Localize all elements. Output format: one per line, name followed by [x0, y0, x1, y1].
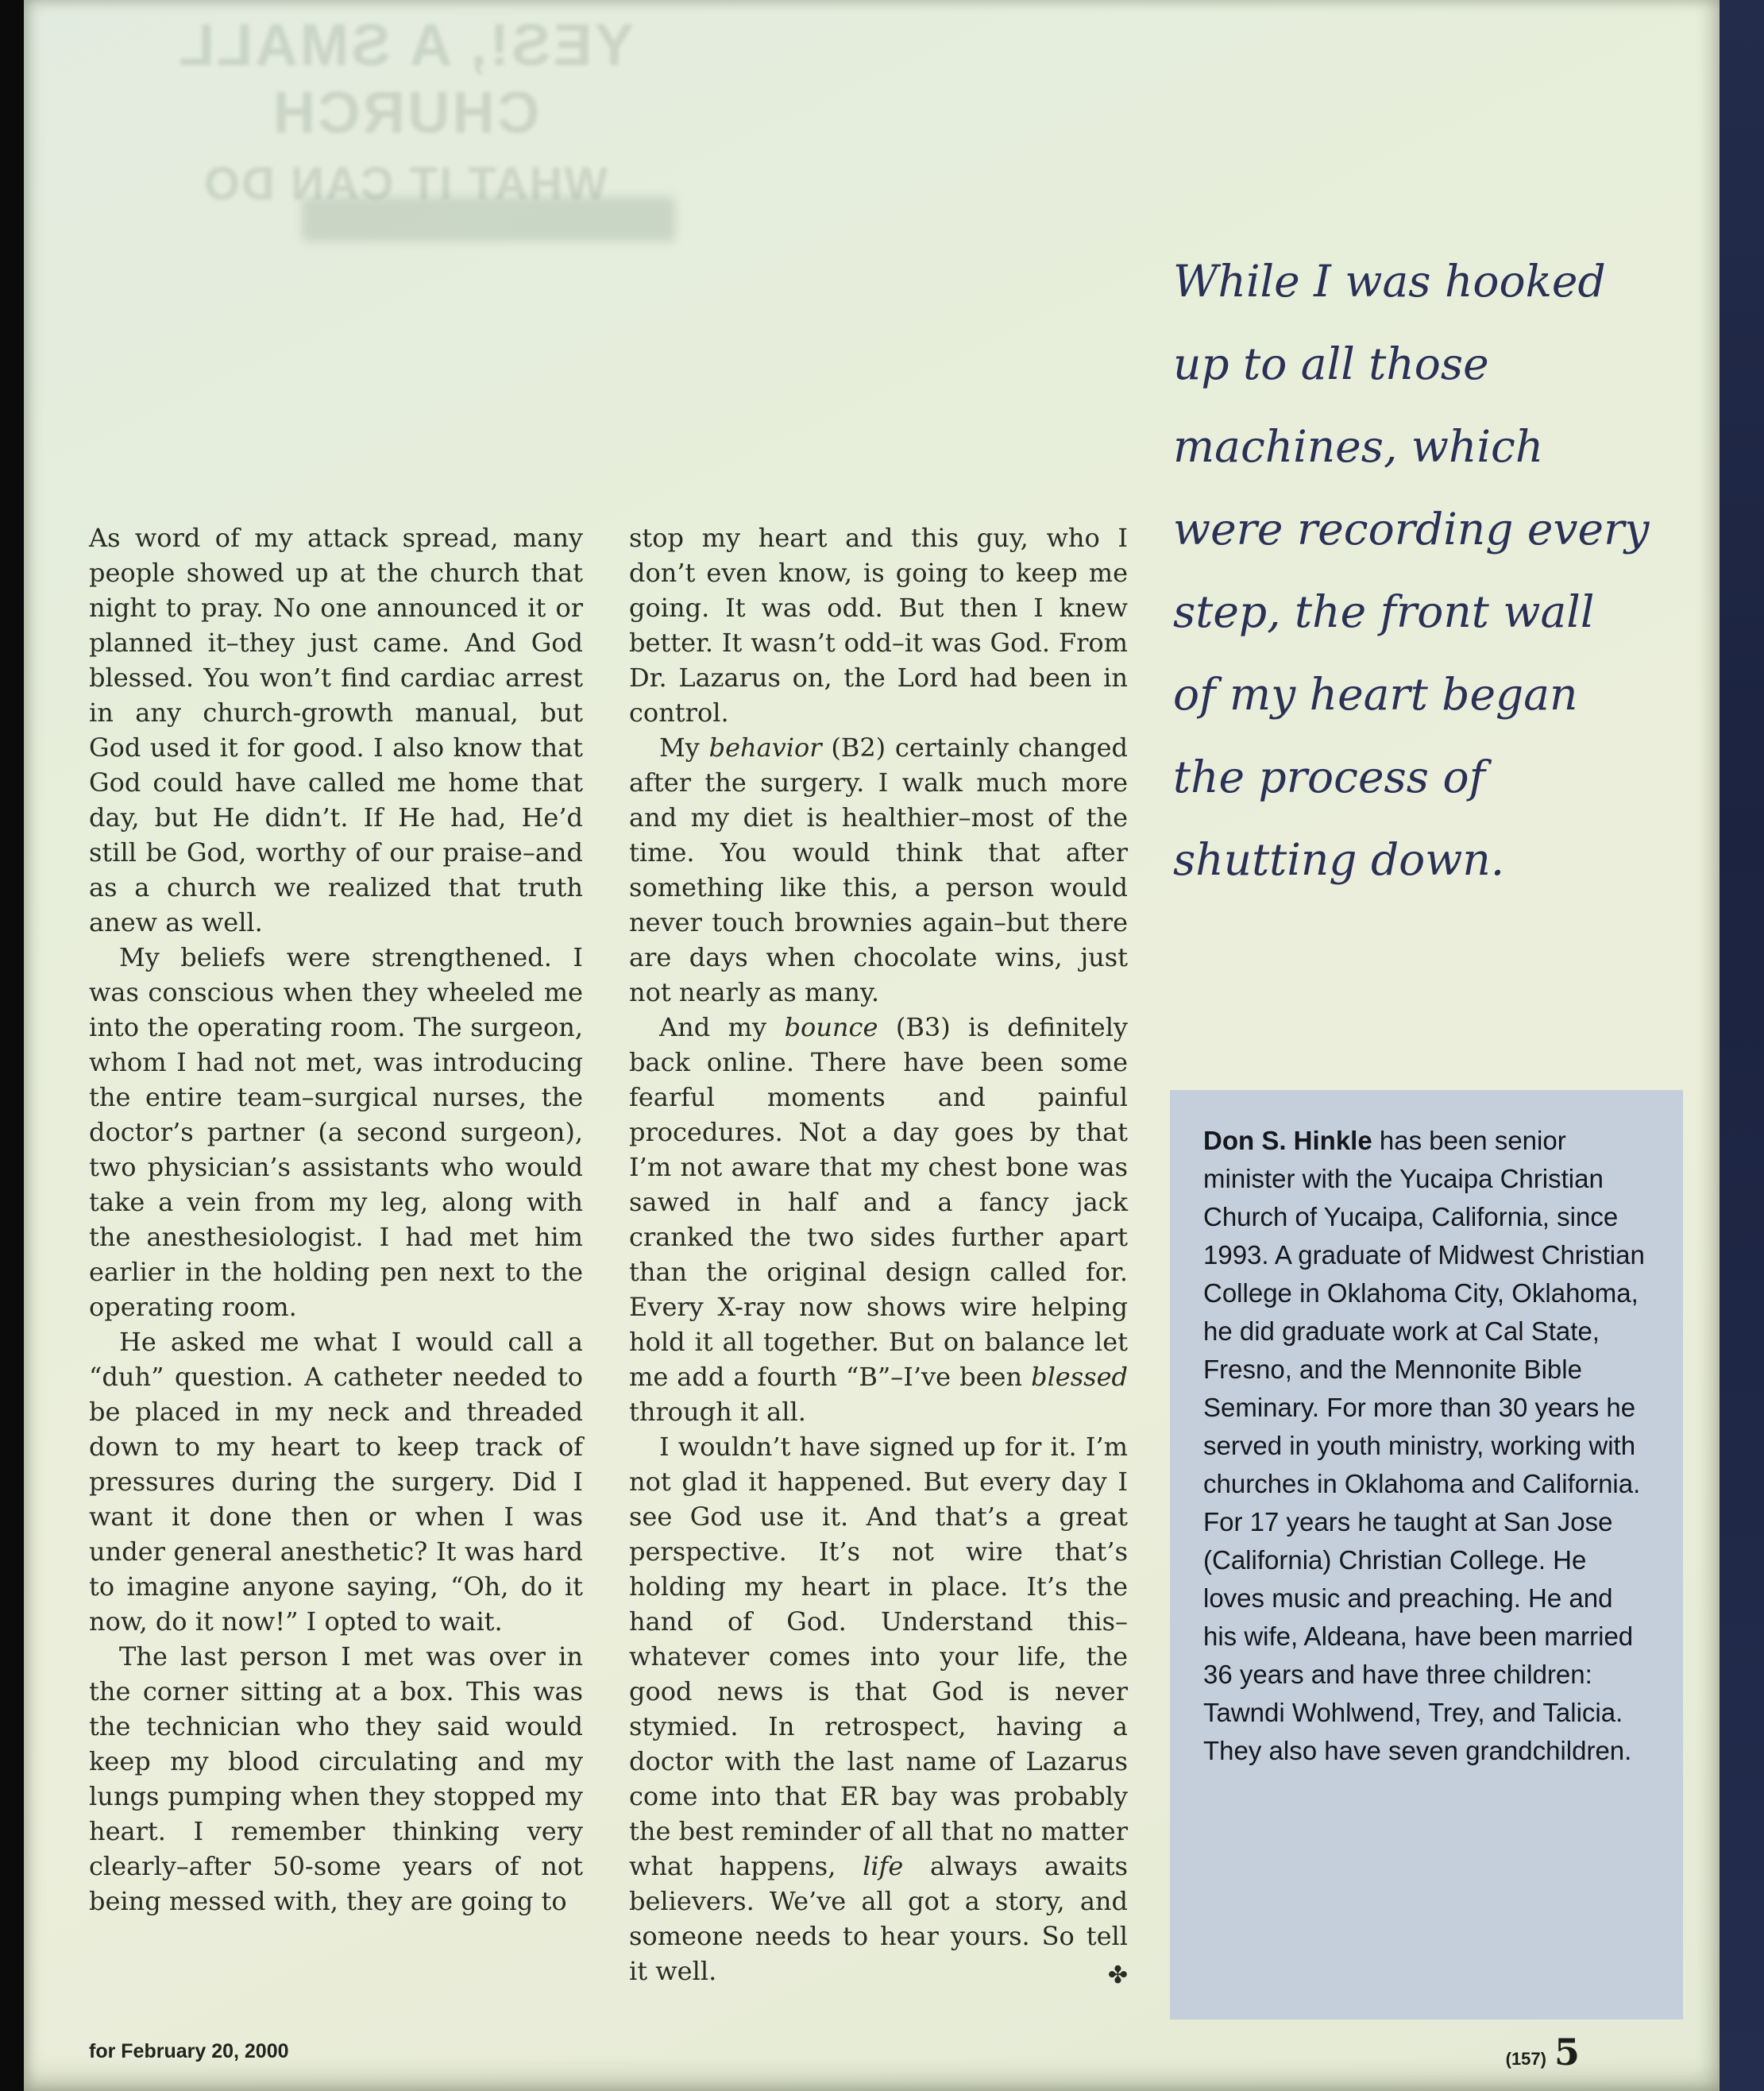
bleed-through-line: WHAT IT CAN DO	[202, 158, 608, 210]
author-bio-text	[1203, 1122, 1650, 1770]
pull-quote-line: While I was hooked	[1173, 256, 1606, 307]
paragraph	[629, 1429, 1128, 1989]
text-run: (B3) is definitely back online. There have been some fearful moments and painful procedures. Not a day goes by that I’m not aware that my chest bone was sawed in half and a fancy jack cranked the two sides further apart than the original design called for. Every X-ray now shows wire helping hold it all together. But on balance let me add a fourth “B”–I’ve been	[629, 1012, 1129, 1392]
paragraph	[89, 940, 583, 1324]
pull-quote-line: of my heart began	[1173, 669, 1578, 720]
text-run: And my	[659, 1012, 785, 1042]
text-run: behavior	[708, 732, 822, 763]
paragraph	[89, 1639, 583, 1919]
text-run: bounce	[784, 1012, 878, 1042]
text-run: always awaits believers. We’ve all got a story, and someone needs to hear yours. So tell it well.	[629, 1851, 1129, 1986]
text-run: has been senior minister with the Yucaipa Christian Church of Yucaipa, California, since 1993. A graduate of Midwest Christian College in Oklahoma City, Oklahoma, he did graduate work at Cal State, Fresno, and the Mennonite Bible Seminary. For more than 30 years he served in youth ministry, working with churches in Oklahoma and California. For 17 years he taught at San Jose (California) Christian College. He loves music and preaching. He and his wife, Aldeana, have been married 36 years and have three children: Tawndi Wohlwend, Trey, and Talicia. They also have seven grandchildren.	[1203, 1126, 1645, 1765]
bleed-through-band	[302, 197, 675, 242]
paragraph	[89, 520, 583, 940]
text-run: life	[863, 1851, 904, 1881]
article-end-mark: ✤	[1107, 1962, 1128, 1989]
text-run: through it all.	[629, 1397, 806, 1427]
magazine-page	[24, 0, 1720, 2091]
pull-quote	[1173, 240, 1689, 901]
text-run: blessed	[1031, 1362, 1128, 1392]
page-number: 5	[1554, 2031, 1580, 2074]
footer-code: (157)	[1505, 2049, 1546, 2069]
text-run: He asked me what I would call a “duh” question. A catheter needed to be placed in my neck and threaded down to my heart to keep track of pressures during the surgery. Did I want it done then or when I was under general anesthetic? It was hard to imagine anyone saying, “Oh, do it now, do it now!” I opted to wait.	[89, 1327, 583, 1637]
footer-page-number	[1506, 2031, 1580, 2074]
pull-quote-line: up to all those	[1173, 338, 1489, 389]
text-run: (B2) certainly changed after the surgery. I walk much more and my diet is healthier–most of the time. You would think that after something like this, a person would never touch brownies again–but there are days when chocolate wins, just not nearly as many.	[629, 732, 1129, 1007]
article-column-left	[89, 520, 583, 1919]
bleed-through-line: YES!, A SMALL CHURCH	[176, 12, 635, 145]
right-scan-edge	[1720, 0, 1764, 2091]
pull-quote-line: were recording every	[1173, 504, 1650, 555]
text-run: I wouldn’t have signed up for it. I’m not glad it happened. But every day I see God use it. And that’s a great perspective. It’s not wire that’s holding my heart in place. It’s the hand of God. Understand this–whatever comes into your life, the good news is that God is never stymied. In retrospect, having a doctor with the last name of Lazarus come into that ER bay was probably the best reminder of all that no matter what happens,	[629, 1432, 1128, 1881]
pull-quote-line: machines, which	[1173, 421, 1544, 472]
author-bio-box	[1170, 1090, 1683, 2019]
pull-quote-line: step, the front wall	[1173, 586, 1595, 637]
text-run: As word of my attack spread, many people showed up at the church that night to pray. No one announced it or planned it–they just came. And God blessed. You won’t find cardiac arrest in any church-growth manual, but God used it for good. I also know that God could have called me home that day, but He didn’t. If He had, He’d still be God, worthy of our praise–and as a church we realized that truth anew as well.	[89, 523, 583, 937]
pull-quote-line: shutting down.	[1173, 834, 1505, 885]
footer-issue-date: for February 20, 2000	[89, 2040, 289, 2062]
text-run: The last person I met was over in the corner sitting at a box. This was the technician who they said would keep my blood circulating and my lungs pumping when they stopped my heart. I remember thinking very clearly–after 50-some years of not being messed with, they are going to	[89, 1641, 583, 1916]
paragraph	[629, 520, 1128, 730]
paragraph	[89, 1324, 583, 1639]
text-run: My beliefs were strengthened. I was conscious when they wheeled me into the operating room. The surgeon, whom I had not met, was introducing the entire team–surgical nurses, the doctor’s partner (a second surgeon), two physician’s assistants who would take a vein from my leg, along with the anesthesiologist. I had met him earlier in the holding pen next to the operating room.	[89, 942, 583, 1322]
text-run: My	[659, 732, 709, 763]
article-column-middle	[629, 520, 1128, 1993]
text-run: Don S. Hinkle	[1203, 1126, 1372, 1155]
text-run: stop my heart and this guy, who I don’t even know, is going to keep me going. It was odd. But then I knew better. It wasn’t odd–it was God. From Dr. Lazarus on, the Lord had been in control.	[629, 523, 1128, 728]
paragraph	[629, 730, 1128, 1010]
bleed-through-text	[56, 11, 755, 211]
pull-quote-line: the process of	[1173, 752, 1485, 802]
paragraph	[629, 1010, 1128, 1429]
